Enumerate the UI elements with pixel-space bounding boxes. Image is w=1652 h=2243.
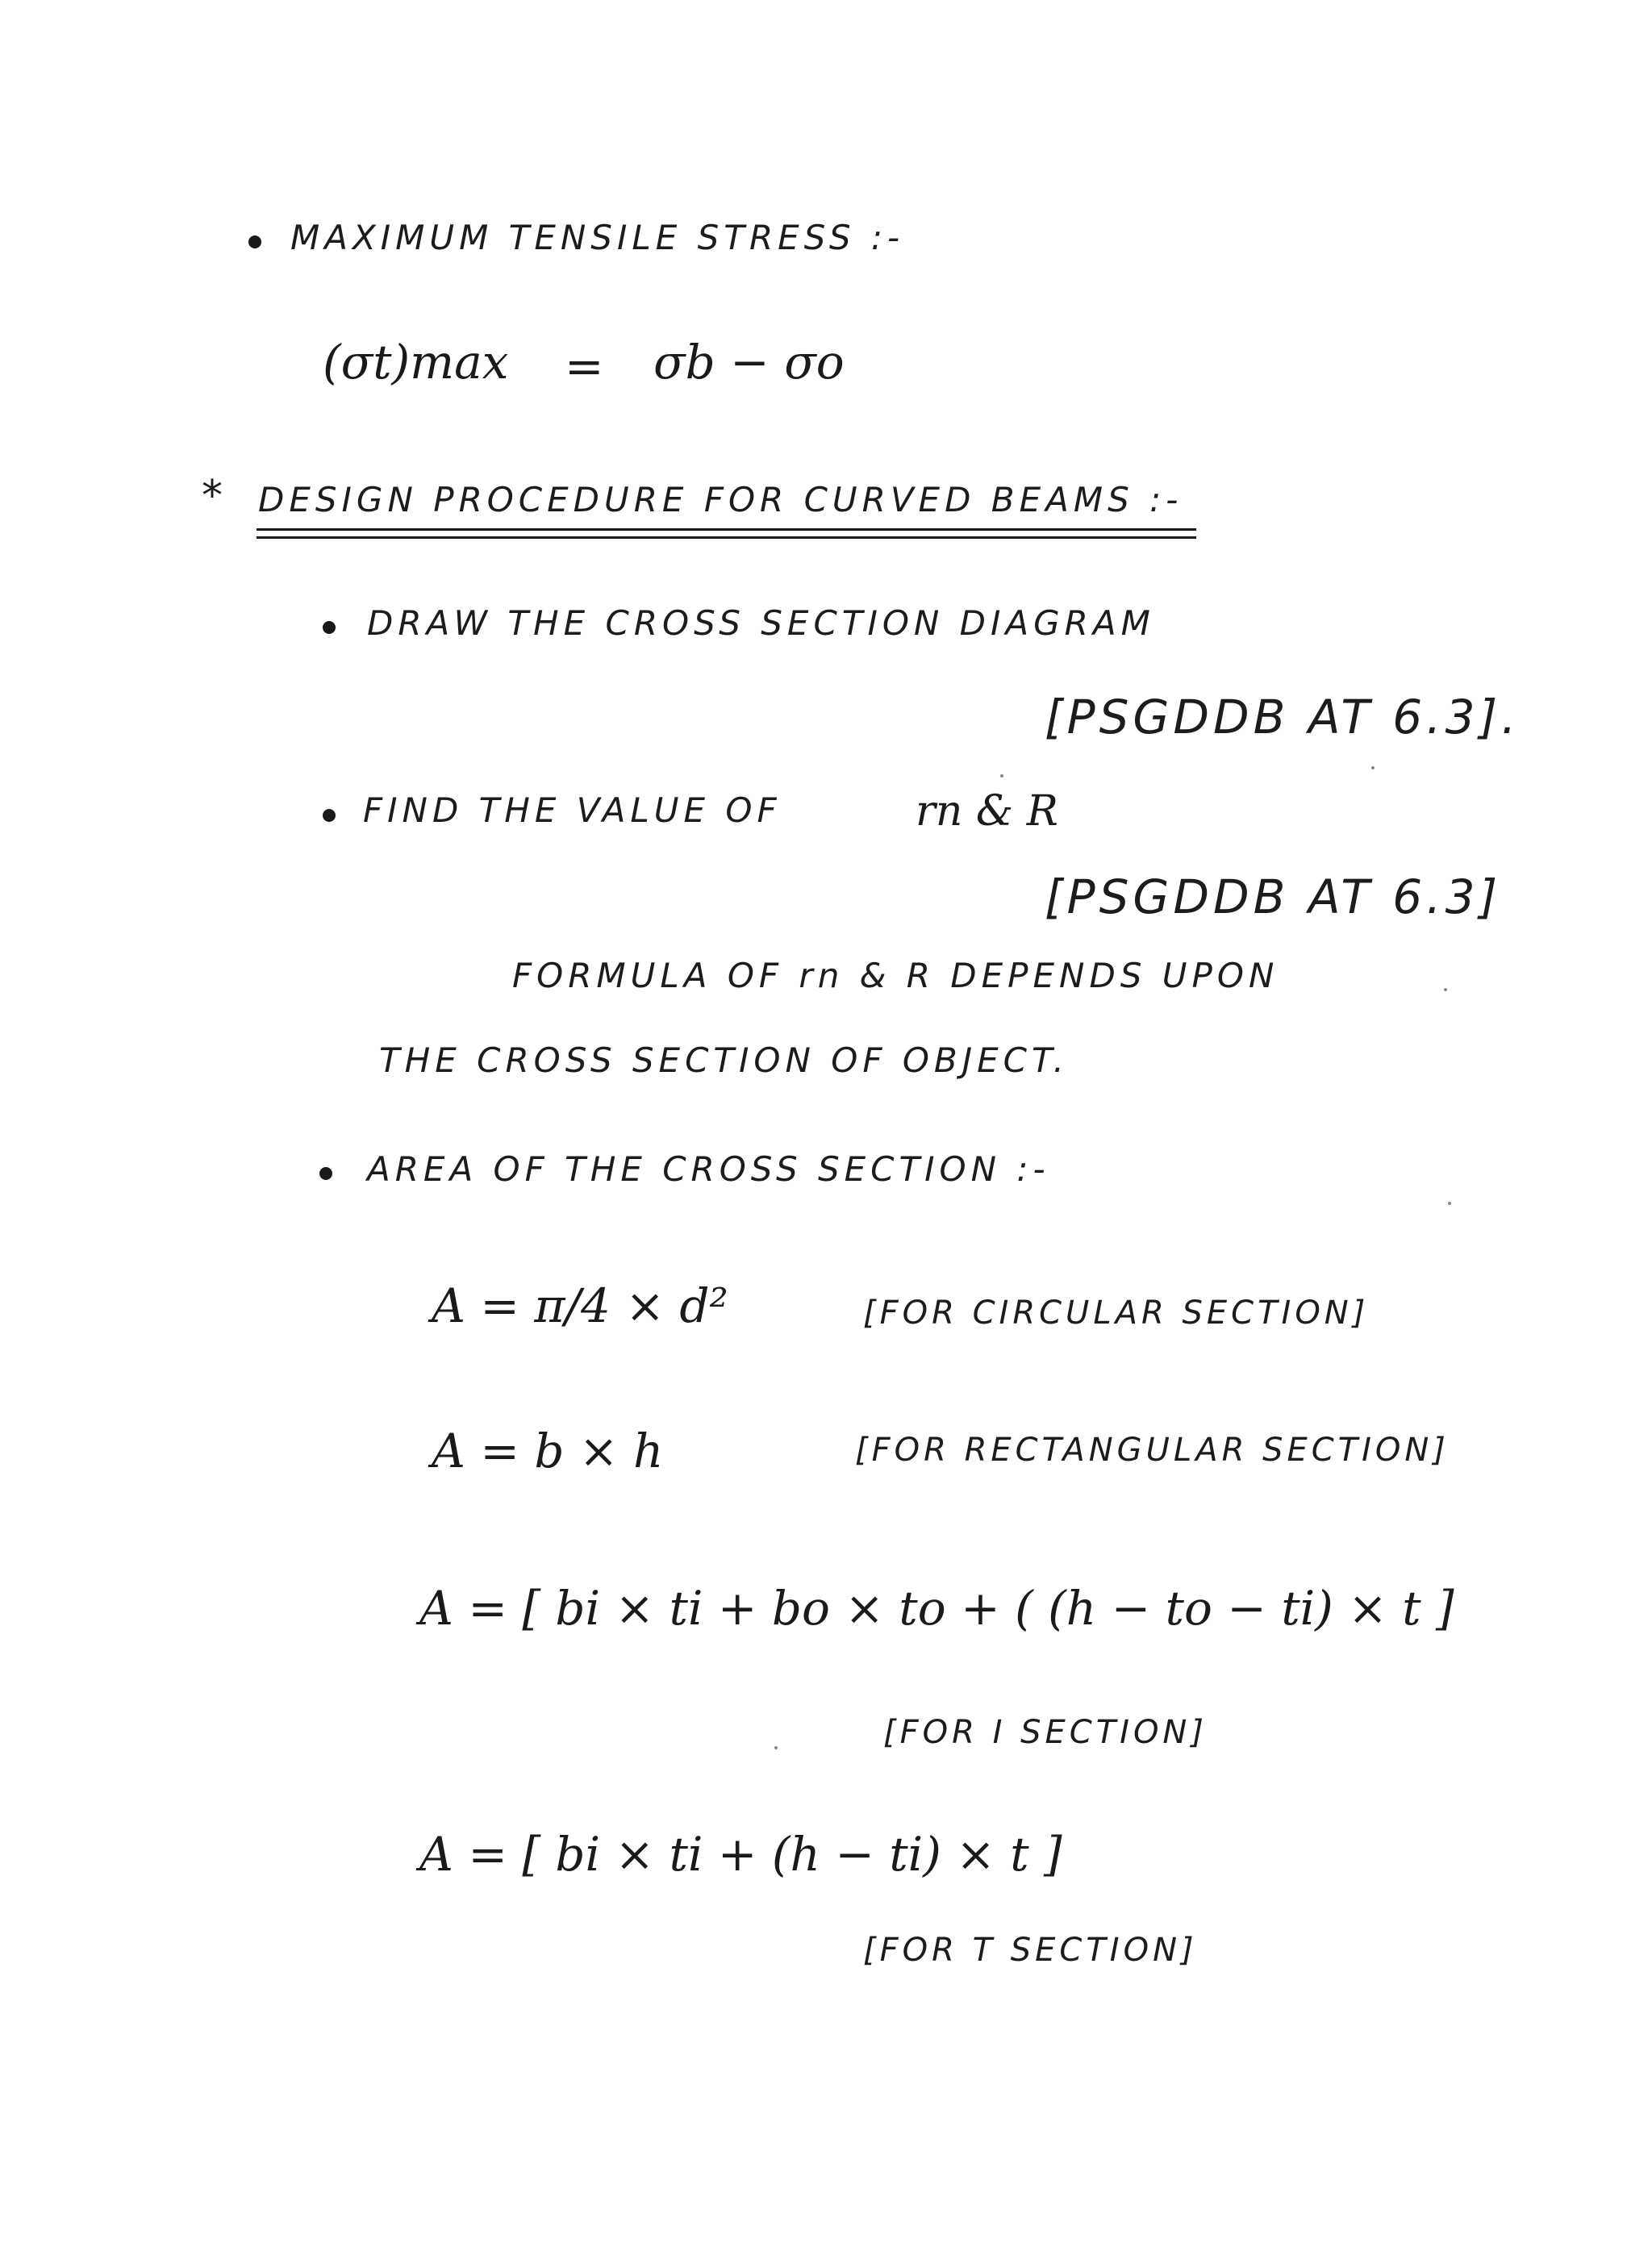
step-draw-reference: [PSGDDB AT 6.3]. bbox=[1045, 690, 1521, 744]
area-formula-circular: A = π/4 × d² bbox=[432, 1278, 728, 1333]
design-procedure-heading: DESIGN PROCEDURE FOR CURVED BEAMS :- bbox=[258, 480, 1183, 519]
bullet-dot bbox=[323, 621, 336, 634]
step-find-value: FIND THE VALUE OF bbox=[363, 790, 782, 830]
area-label-t-section: [FOR T SECTION] bbox=[863, 1932, 1198, 1969]
scan-speck bbox=[1371, 766, 1375, 769]
step-find-reference: [PSGDDB AT 6.3] bbox=[1045, 869, 1502, 924]
heading-underline bbox=[257, 528, 1196, 531]
max-stress-formula-rhs: σb − σo bbox=[653, 335, 845, 390]
area-label-rectangular: [FOR RECTANGULAR SECTION] bbox=[855, 1432, 1450, 1469]
formula-note-line1: FORMULA OF rn & R DEPENDS UPON bbox=[512, 956, 1279, 995]
area-formula-t-section: A = [ bi × ti + (h − ti) × t ] bbox=[419, 1827, 1062, 1882]
scan-speck bbox=[1444, 988, 1447, 991]
scan-speck bbox=[1448, 1202, 1451, 1205]
scan-speck bbox=[1000, 774, 1003, 778]
scan-speck bbox=[774, 1746, 778, 1749]
step-draw-diagram: DRAW THE CROSS SECTION DIAGRAM bbox=[367, 603, 1155, 643]
bullet-dot bbox=[323, 809, 336, 822]
heading-underline bbox=[257, 536, 1196, 539]
area-label-circular: [FOR CIRCULAR SECTION] bbox=[863, 1295, 1370, 1332]
area-formula-i-section: A = [ bi × ti + bo × to + ( (h − to − ti) × t ] bbox=[419, 1581, 1454, 1636]
bullet-dot bbox=[248, 236, 261, 248]
step-area-heading: AREA OF THE CROSS SECTION :- bbox=[367, 1149, 1050, 1189]
area-formula-rectangular: A = b × h bbox=[432, 1424, 664, 1478]
area-label-i-section: [FOR I SECTION] bbox=[883, 1714, 1208, 1751]
asterisk-icon: * bbox=[202, 472, 223, 520]
bullet-dot bbox=[319, 1167, 332, 1180]
max-stress-formula-eq: = bbox=[565, 339, 604, 394]
step-find-vars: rn & R bbox=[916, 787, 1058, 836]
max-stress-formula-lhs: (σt)max bbox=[323, 335, 509, 390]
formula-note-line2: THE CROSS SECTION OF OBJECT. bbox=[379, 1040, 1069, 1080]
max-tensile-stress-heading: MAXIMUM TENSILE STRESS :- bbox=[290, 218, 905, 257]
